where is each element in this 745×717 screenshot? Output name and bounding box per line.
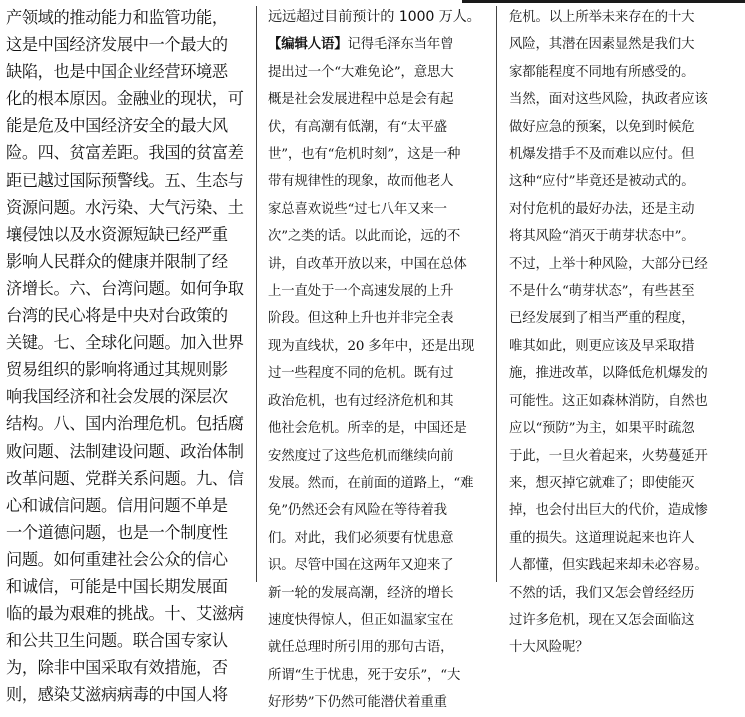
editor-note-text-line: 所谓“生于忧患，死于安乐”，“大 [268,667,461,683]
editor-note-text-line: 应以“预防”为主，如果平时疏忽 [509,421,695,437]
article-text-line: 距已越过国际预警线。五、生态与 [6,170,244,190]
article-text-line: 产领域的推动能力和监管功能， [6,8,228,27]
editor-note-text-line: 施，推进改革，以降低危机爆发的 [509,366,708,382]
column-divider-right [496,6,497,582]
editor-note-column-right [509,4,741,662]
editor-note-text-line: 提出过一个“大难免论”，意思大 [268,64,454,80]
editor-note-heading-line [268,31,482,58]
article-text-line: 临的最为艰难的挑战。十、艾滋病 [6,604,244,624]
editor-note-text-line: 政治危机，也有过经济危机和其 [268,393,454,409]
article-closing-line: 远远超过目前预计的 1000 万人。 [268,9,481,25]
editor-note-text-line: 危机。以上所举未来存在的十大 [509,10,695,25]
editor-note-text-line: 好形势”下仍然可能潜伏着重重 [268,695,447,711]
article-column-left [6,4,246,708]
editor-note-text-line: 就任总理时所引用的那句古语， [268,640,454,656]
article-text-line: 结构。八、国内治理危机。包括腐 [6,414,244,434]
article-text-line: 济增长。六、台湾问题。如何争取 [6,278,244,298]
editor-note-text-line: 速度快得惊人，但正如温家宝在 [268,612,454,628]
editor-note-text-line: 安然度过了这些危机而继续向前 [268,448,454,464]
editor-note-text-line: 发展。然而，在前面的道路上，“难 [268,475,474,491]
article-text-line: 险。四、贫富差距。我国的贫富差 [6,143,244,163]
article-text-line: 能是危及中国经济安全的最大风 [6,116,228,136]
article-text-line: 壤侵蚀以及水资源短缺已经严重 [6,224,228,244]
editor-note-text-line: 免”仍然还会有风险在等待着我 [268,503,447,519]
editor-note-text-line: 机爆发措手不及而难以应付。但 [509,147,695,163]
editor-note-text-line: 不过，上举十种风险，大部分已经 [509,256,708,272]
editor-note-text-line: 现为直线状，20 多年中，还是出现 [268,338,475,354]
editor-note-text-line: 当然，面对这些风险，执政者应该 [509,92,708,108]
editor-note-text-line: 新一轮的发展高潮，经济的增长 [268,585,454,601]
editor-note-text-line: 家都能程度不同地有所感受的。 [509,64,695,80]
article-text-line: 关键。七、全球化问题。加入世界 [6,333,244,353]
article-text-line: 一个道德问题，也是一个制度性 [6,522,228,542]
editor-note-text-line: 世”，也有“危机时刻”，这是一种 [268,147,461,163]
editor-note-text-line: 于此，一旦火着起来，火势蔓延开 [509,448,708,464]
editor-note-text-line: 风险，其潜在因素显然是我们大 [509,37,695,53]
editor-note-text-line: 伏，有高潮有低潮，有“太平盛 [268,119,447,135]
editor-note-text-line: 来，想灭掉它就难了；即使能灭 [509,475,695,491]
article-text-line: 台湾的民心将是中央对台政策的 [6,306,228,326]
editor-note-body [268,59,482,717]
editor-note-text-line: 可能性。这正如森林消防，自然也 [509,393,708,409]
editor-note-text-line: 不然的话，我们又怎会曾经经历 [509,585,695,601]
editor-note-column [268,4,482,717]
editor-note-text-line: 过一些程度不同的危机。既有过 [268,366,454,382]
editor-note-first-text: 记得毛泽东当年曾 [347,37,454,53]
top-rule [462,0,745,3]
editor-note-text-line: 们。对此，我们必须要有忧患意 [268,530,454,546]
editor-note-text-line: 十大风险呢？ [509,640,589,656]
editor-note-text-line: 他社会危机。所幸的是，中国还是 [268,421,467,437]
article-text-line: 响我国经济和社会发展的深层次 [6,387,228,407]
article-text-line: 败问题、法制建设问题、政治体制 [6,441,244,461]
editor-note-text-line: 做好应急的预案，以免到时候危 [509,119,695,135]
editor-note-text-line: 这种“应付”毕竟还是被动式的。 [509,174,695,190]
editor-note-text-line: 带有规律性的现象，故而他老人 [268,174,454,190]
editor-note-text-line: 将其风险“消灭于萌芽状态中”。 [509,229,695,245]
editor-note-tag: 【编辑人语】 [268,37,348,53]
editor-note-text-line: 过许多危机，现在又怎会面临这 [509,612,695,628]
editor-note-text-line: 不是什么“萌芽状态”，有些甚至 [509,284,695,300]
article-text-line: 和诚信，可能是中国长期发展面 [6,576,228,596]
editor-note-text-line: 概是社会发展进程中总是会有起 [268,92,454,108]
editor-note-text-line: 次”之类的话。以此而论，远的不 [268,229,461,245]
editor-note-text-line: 家总喜欢说些“过七八年又来一 [268,201,447,217]
article-text-line: 资源问题。水污染、大气污染、土 [6,197,244,217]
article-text-line: 为，除非中国采取有效措施，否 [6,658,228,678]
column-divider-left [256,6,257,582]
editor-note-text-line: 已经发展到了相当严重的程度， [509,311,695,327]
editor-note-text-line: 唯其如此，则更应该及早采取措 [509,338,695,354]
editor-note-text-line: 阶段。但这种上升也并非完全表 [268,311,454,327]
article-text-line: 改革问题、党群关系问题。九、信 [6,468,244,488]
article-text-line: 则，感染艾滋病病毒的中国人将 [6,685,228,705]
article-text-line: 这是中国经济发展中一个最大的 [6,35,228,55]
article-text-line: 问题。如何重建社会公众的信心 [6,549,228,569]
article-text-line: 贸易组织的影响将通过其规则影 [6,360,228,380]
editor-note-text-line: 讲，自改革开放以来，中国在总体 [268,256,467,272]
article-text-line: 和公共卫生问题。联合国专家认 [6,631,228,651]
article-text-line: 化的根本原因。金融业的现状，可 [6,89,244,109]
article-text-line: 影响人民群众的健康并限制了经 [6,251,228,271]
editor-note-text-line: 识。尽管中国在这两年又迎来了 [268,558,454,574]
editor-note-text-line: 对付危机的最好办法，还是主动 [509,201,695,217]
editor-note-text-line: 掉，也会付出巨大的代价，造成惨 [509,503,708,519]
article-text-line: 心和诚信问题。信用问题不单是 [6,495,228,515]
editor-note-text-line: 重的损失。这道理说起来也许人 [509,530,695,546]
editor-note-text-line: 人都懂，但实践起来却未必容易。 [509,558,708,574]
editor-note-text-line: 上一直处于一个高速发展的上升 [268,284,454,300]
article-text-line: 缺陷，也是中国企业经营环境恶 [6,62,228,82]
